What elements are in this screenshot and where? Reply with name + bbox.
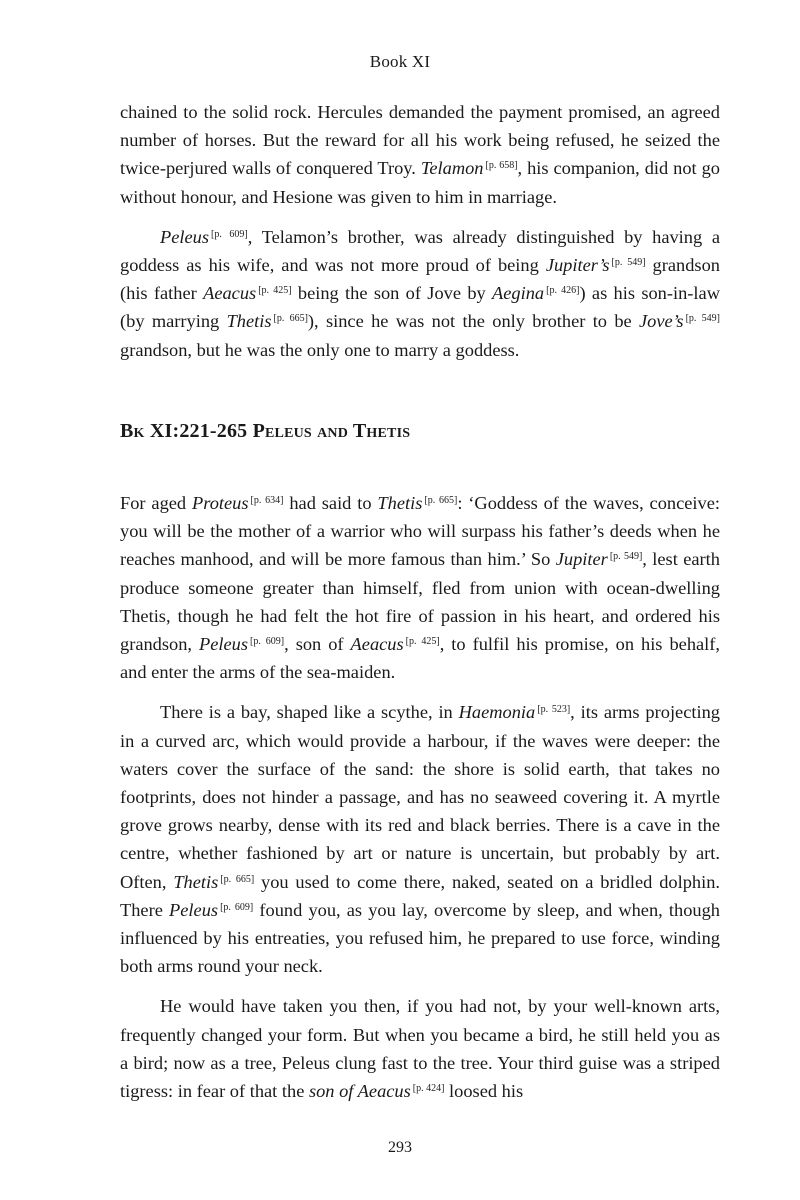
page-ref: [p. 665] bbox=[220, 873, 255, 885]
link-peleus[interactable]: Peleus bbox=[199, 634, 249, 655]
section-heading: Bk XI:221-265 Peleus and Thetis bbox=[120, 420, 411, 442]
paragraph-3: For aged Proteus [p. 634] had said to Thetis [p. 665]: ‘Goddess of the waves, conceive: you will be the mother of a warrior who will surpass his father’s deeds when he reaches manhood, and will be more famous than him.’ So Jupiter [p. 549], lest earth produce someone greater than himself, fled from union with ocean-dwelling Thetis, though he had felt the hot fire of passion in his heart, and ordered his grandson, Peleus [p. 609], son of Aeacus [p. 425], to fulfil his promise, on his behalf, and enter the arms of the sea-maiden. bbox=[120, 493, 721, 683]
page-ref: [p. 634] bbox=[250, 495, 284, 506]
link-thetis[interactable]: Thetis bbox=[173, 871, 219, 892]
link-aegina[interactable]: Aegina bbox=[492, 283, 545, 304]
page-ref: [p. 424] bbox=[412, 1083, 445, 1095]
page-ref: [p. 549] bbox=[609, 551, 643, 563]
link-jupiters[interactable]: Jupiter’s bbox=[545, 255, 610, 276]
paragraph-1: chained to the solid rock. Hercules demanded the payment promised, an agreed number of horses. But the reward for all his work being refused, he seized the twice-perjured walls of conquered Troy. Telamon [p. 658], his companion, did not go without honour, and Hesione was given to him in marriage. bbox=[120, 102, 720, 207]
link-son-of-aeacus[interactable]: son of Aeacus bbox=[308, 1081, 411, 1102]
link-haemonia[interactable]: Haemonia bbox=[458, 702, 536, 723]
link-joves[interactable]: Jove’s bbox=[639, 311, 684, 332]
page-ref: [p. 609] bbox=[211, 228, 248, 240]
link-thetis[interactable]: Thetis bbox=[226, 311, 272, 332]
page-ref: [p. 549] bbox=[685, 313, 720, 325]
paragraph-2: Peleus [p. 609], Telamon’s brother, was already distinguished by having a goddess as his wife, and was not more proud of being Jupiter’s [p. 549] grandson (his father Aeacus [p. 425] being the son of Jove by Aegina [p. 426]) as his son-in-law (by marrying Thetis [p. 665]), since he was not the only brother to be Jove’s [p. 549] grandson, but he was the only one to marry a goddess. bbox=[120, 226, 721, 360]
link-aeacus[interactable]: Aeacus bbox=[203, 283, 257, 304]
page-ref: [p. 665] bbox=[424, 495, 458, 506]
page-number: 293 bbox=[388, 1139, 412, 1156]
text-block-top bbox=[120, 98, 720, 364]
link-peleus[interactable]: Peleus bbox=[169, 899, 219, 920]
page-ref: [p. 523] bbox=[537, 704, 571, 716]
link-proteus[interactable]: Proteus bbox=[192, 493, 249, 513]
paragraph-4: There is a bay, shaped like a scythe, in Haemonia [p. 523], its arms projecting in a curved arc, which would provide a harbour, if the waves were deeper: the waters cover the surface of the sand: the shore is solid earth, that takes no footprints, does not hinder a passage, and has no seaweed covering it. A myrtle grove grows nearby, dense with its red and black berries. There is a cave in the centre, whether fashioned by art or nature is uncertain, but probably by art. Often, Thetis [p. 665] you used to come there, naked, seated on a bridled dolphin. There Peleus [p. 609] found you, as you lay, overcome by sleep, and when, though influenced by his entreaties, you refused him, he prepared to use force, winding both arms round your neck. bbox=[120, 702, 721, 977]
text-block-main bbox=[120, 489, 720, 1105]
running-head: Book XI bbox=[369, 52, 431, 71]
link-aeacus[interactable]: Aeacus bbox=[350, 634, 404, 655]
page-ref: [p. 425] bbox=[258, 285, 292, 297]
page-ref: [p. 658] bbox=[485, 160, 518, 172]
page-ref: [p. 609] bbox=[250, 636, 285, 648]
link-thetis[interactable]: Thetis bbox=[377, 493, 423, 513]
page-ref: [p. 426] bbox=[546, 285, 580, 297]
link-jupiter[interactable]: Jupiter bbox=[555, 549, 608, 570]
page-ref: [p. 425] bbox=[405, 636, 440, 648]
page-ref: [p. 609] bbox=[220, 901, 254, 913]
link-telamon[interactable]: Telamon bbox=[420, 158, 484, 179]
page-ref: [p. 549] bbox=[611, 257, 646, 269]
paragraph-5: He would have taken you then, if you had not, by your well-known arts, frequently changed your form. But when you became a bird, he still held you as a bird; now as a tree, Peleus clung fast to the tree. Your third guise was a striped tigress: in fear of that the son of Aeacus [p. 424] loosed his bbox=[120, 996, 720, 1102]
link-peleus[interactable]: Peleus bbox=[160, 226, 210, 247]
page-ref: [p. 665] bbox=[273, 313, 308, 325]
